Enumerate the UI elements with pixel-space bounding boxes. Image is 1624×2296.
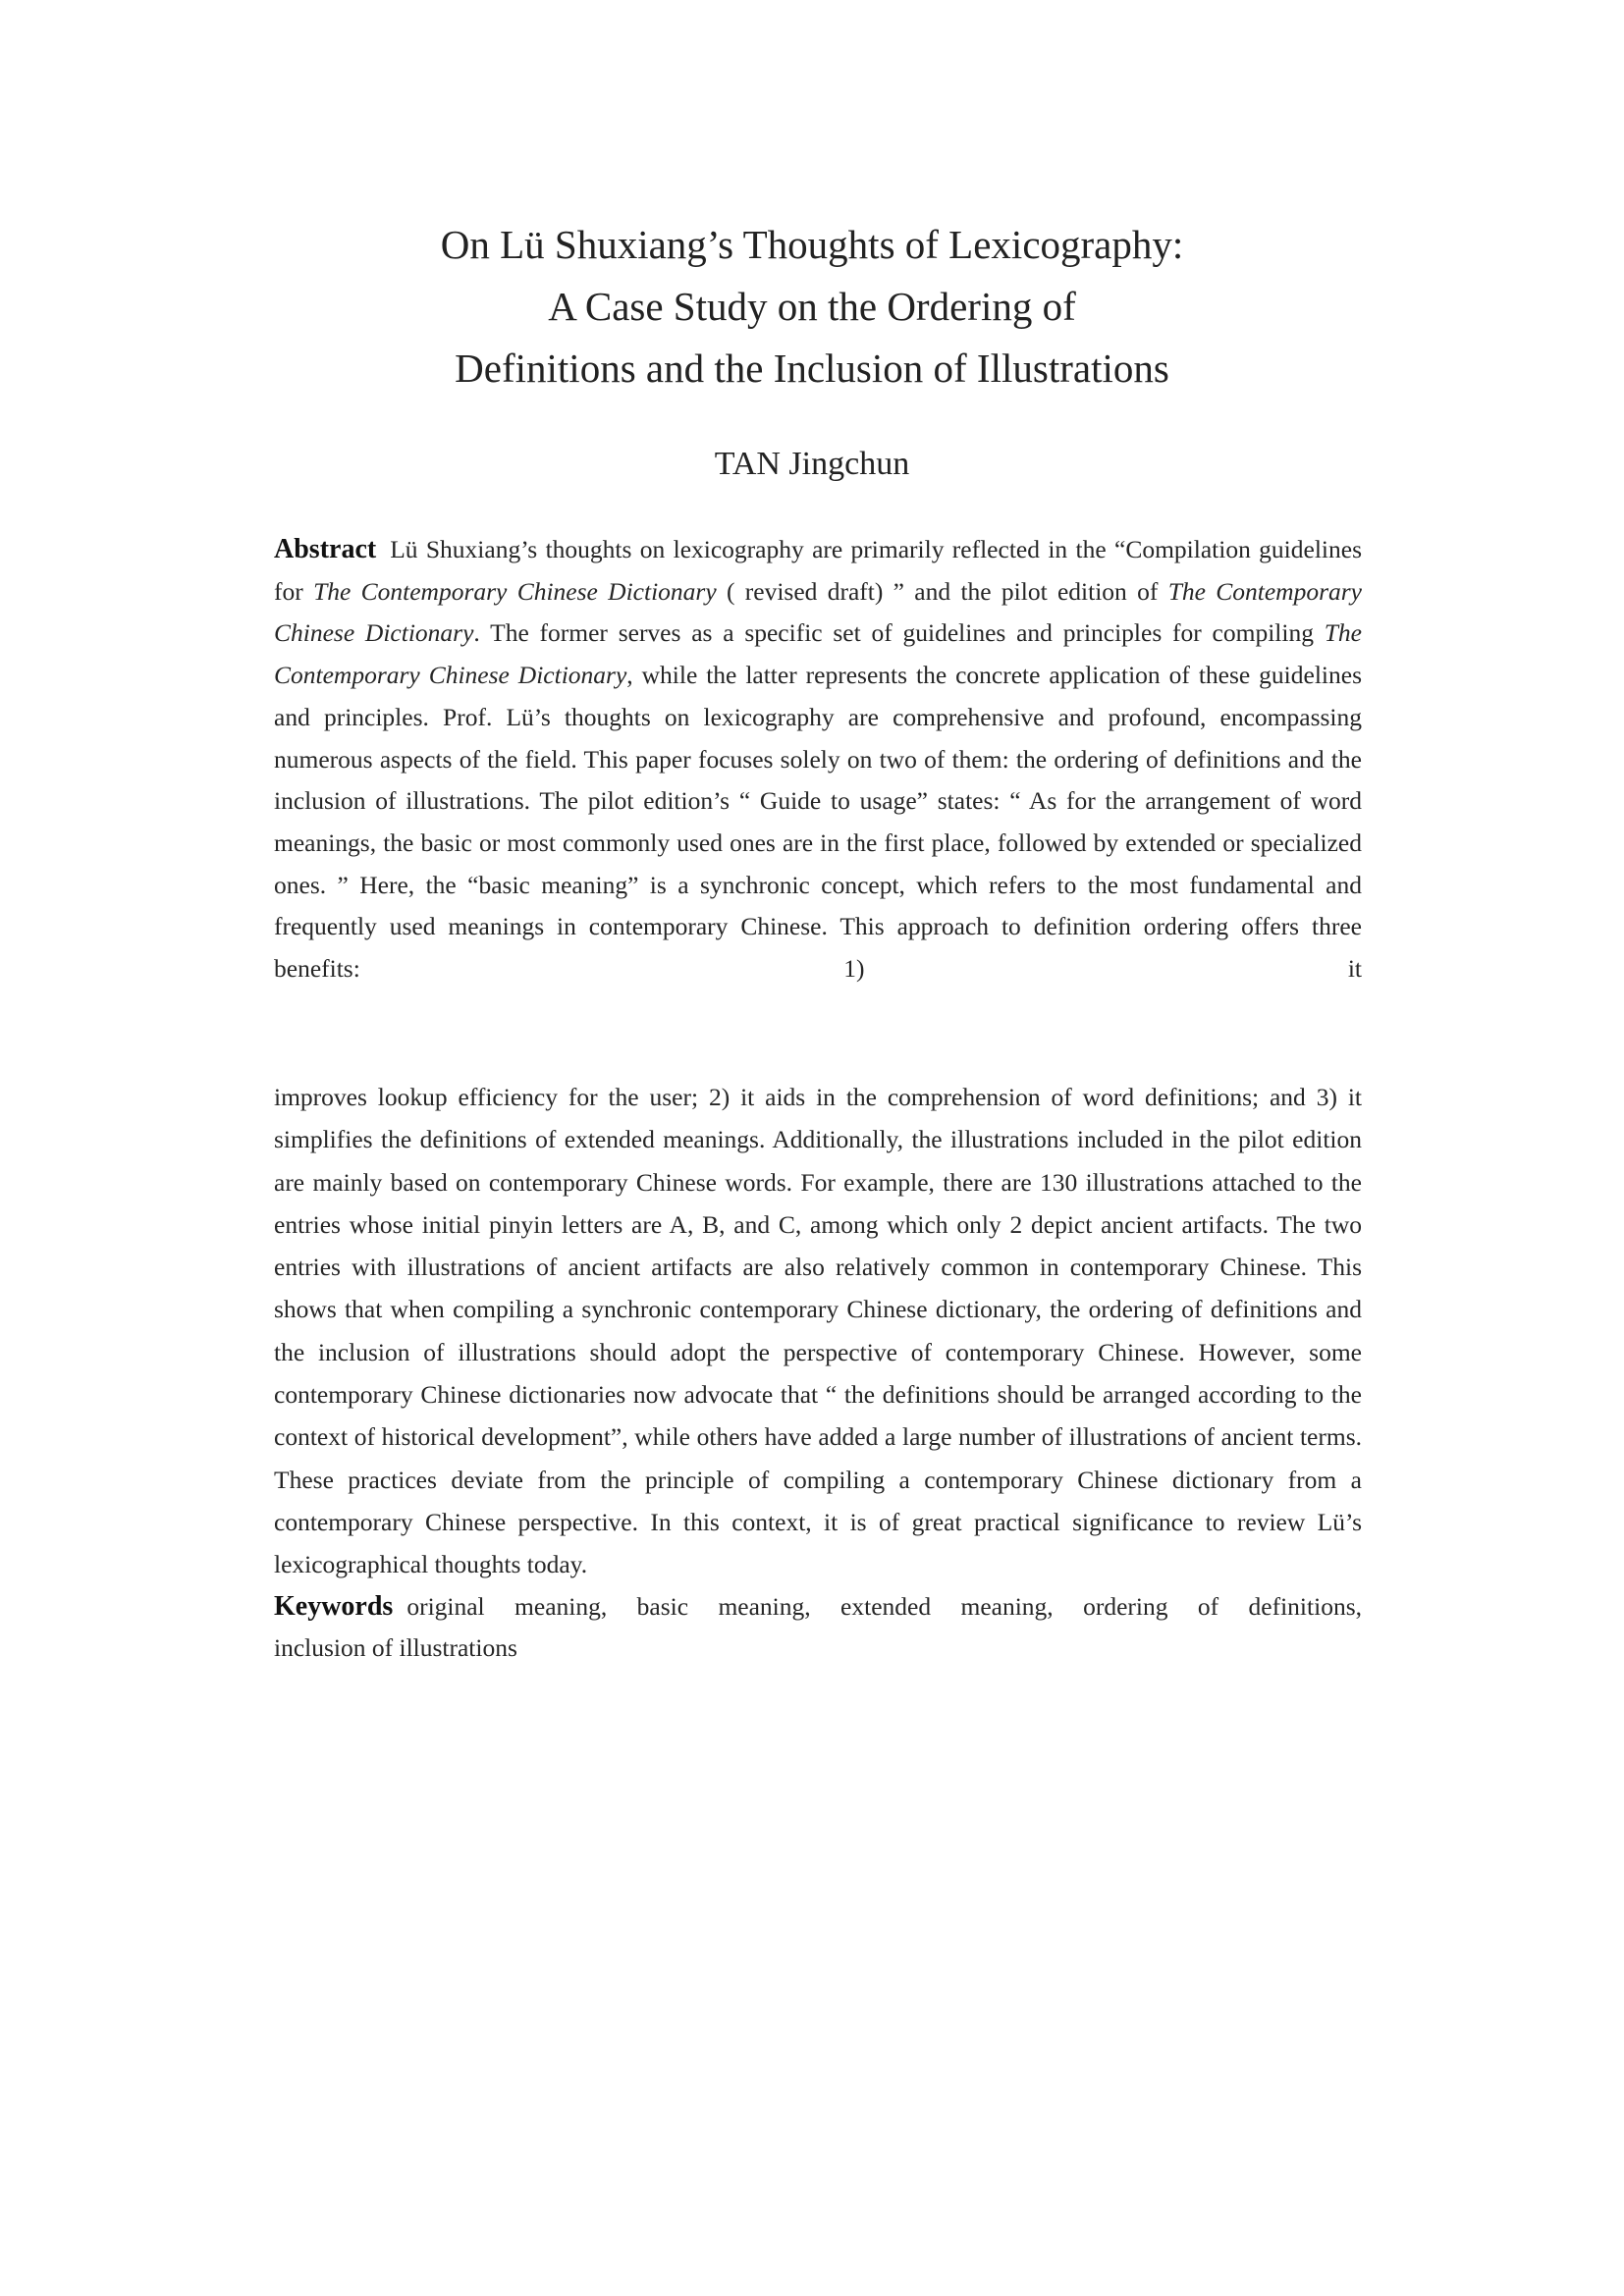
abstract-section bbox=[274, 529, 1362, 990]
dictionary-title-2: The Contemporary Chinese Dictionary bbox=[274, 576, 1362, 648]
title-line-1: On Lü Shuxiang’s Thoughts of Lexicography: bbox=[440, 222, 1184, 267]
keywords-section bbox=[274, 1586, 1362, 1669]
title-line-2: A Case Study on the Ordering of bbox=[548, 284, 1076, 329]
title-line-3: Definitions and the Inclusion of Illustrations bbox=[455, 346, 1169, 391]
keywords-line-2: inclusion of illustrations bbox=[274, 1632, 517, 1662]
dictionary-title-3: The Contemporary Chinese Dictionary bbox=[274, 618, 1362, 690]
abstract-label: Abstract bbox=[274, 534, 377, 564]
abstract-text-a: Lü Shuxiang’s thoughts on lexicography are primarily reflected in the “Compilation guidelines for bbox=[274, 535, 1362, 606]
keywords-text-1: original meaning, basic meaning, extended meaning, ordering of definitions, bbox=[406, 1591, 1362, 1621]
dictionary-title-1: The Contemporary Chinese Dictionary bbox=[313, 576, 717, 606]
abstract-text-c: . The former serves as a specific set of guidelines and principles for compiling bbox=[473, 618, 1325, 648]
abstract-text-d: , while the latter represents the concrete application of these guidelines and principles. Prof. Lü’s thoughts on lexicography are comprehensive and profound, encompassing numerous aspects of the field. This paper focuses solely on two of them: the ordering of definitions and the inclusion of illustrations. The pilot edition’s “ Guide to usage” states: “ As for the arrangement of word meanings, the basic or most commonly used ones are in the first place, followed by extended or specialized ones. ” Here, the “basic meaning” is a synchronic concept, which refers to the most fundamental and frequently used meanings in contemporary Chinese. This approach to definition ordering offers three benefits: 1) it bbox=[274, 661, 1362, 984]
keywords-line-1 bbox=[274, 1586, 1362, 1628]
keywords-label: Keywords bbox=[274, 1590, 394, 1622]
abstract-paragraph bbox=[274, 529, 1362, 990]
abstract-continuation-paragraph: improves lookup efficiency for the user; 2) it aids in the comprehension of word definitions; and 3) it simplifies the definitions of extended meanings. Additionally, the illustrations included in the pilot edition are mainly based on contemporary Chinese words. For example, there are 130 illustrations attached to the entries whose initial pinyin letters are A, B, and C, among which only 2 depict ancient artifacts. The two entries with illustrations of ancient artifacts are also relatively common in contemporary Chinese. This shows that when compiling a synchronic contemporary Chinese dictionary, the ordering of definitions and the inclusion of illustrations should adopt the perspective of contemporary Chinese. However, some contemporary Chinese dictionaries now advocate that “ the definitions should be arranged according to the context of historical development”, while others have added a large number of illustrations of ancient terms. These practices deviate from the principle of compiling a contemporary Chinese dictionary from a contemporary Chinese perspective. In this context, it is of great practical significance to review Lü’s lexicographical thoughts today. bbox=[274, 1083, 1362, 1579]
abstract-continuation-section bbox=[274, 1076, 1362, 1669]
author-name: TAN Jingchun bbox=[714, 446, 910, 482]
paper-title bbox=[0, 214, 1624, 400]
abstract-text-b: ( revised draft) ” and the pilot edition of bbox=[716, 576, 1168, 606]
